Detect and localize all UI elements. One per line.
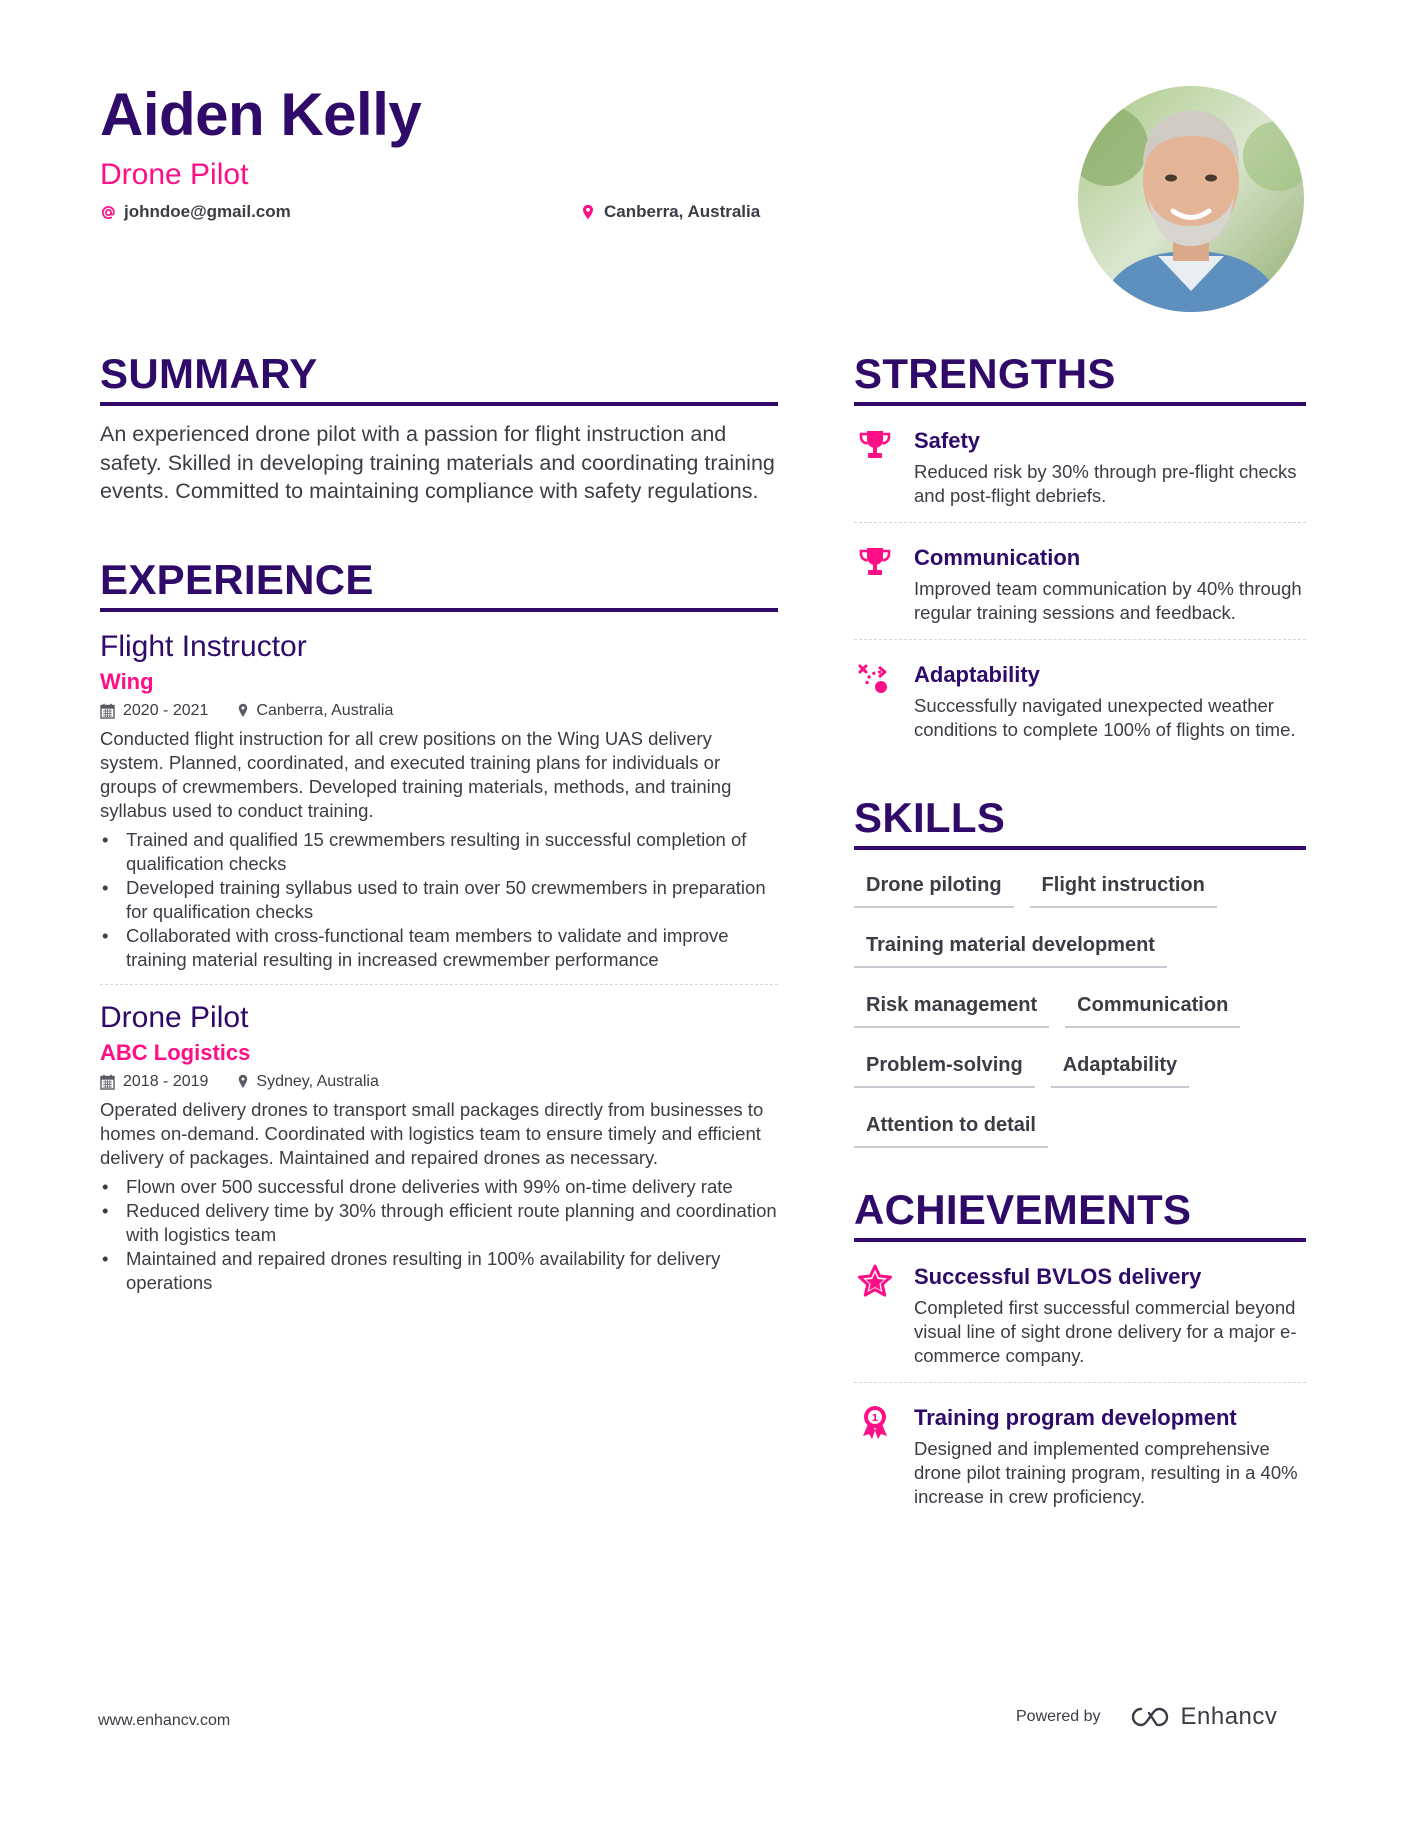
summary-text: An experienced drone pilot with a passion for flight instruction and safety. Skilled in developing training materials and coordinating training events. Committed to maintaining compliance with safety regulations. bbox=[100, 422, 775, 504]
achievement-item bbox=[854, 1242, 1306, 1382]
summary-section bbox=[100, 352, 778, 506]
skill-tag: Risk management bbox=[854, 986, 1049, 1028]
achievement-item bbox=[854, 1383, 1306, 1523]
job-meta bbox=[100, 700, 778, 722]
job-location bbox=[238, 1071, 378, 1093]
job-entry bbox=[100, 999, 778, 1295]
calendar-icon bbox=[100, 1074, 115, 1090]
svg-text:1: 1 bbox=[871, 1413, 879, 1425]
job-description: Operated delivery drones to transport small packages directly from businesses to homes on-demand. Coordinated with logistics team to ensure timely and efficient delivery of packages. Maintained and repaired drones as necessary. bbox=[100, 1098, 764, 1168]
skill-tag: Attention to detail bbox=[854, 1106, 1048, 1148]
skills-list bbox=[854, 866, 1306, 1148]
brand-name: Enhancv bbox=[1180, 1703, 1278, 1730]
skill-tag: Flight instruction bbox=[1030, 866, 1217, 908]
skills-section bbox=[854, 796, 1306, 1148]
achievements-title: ACHIEVEMENTS bbox=[854, 1188, 1306, 1242]
job-dates bbox=[100, 700, 208, 722]
strength-item bbox=[854, 523, 1306, 639]
job-company: ABC Logistics bbox=[100, 1039, 251, 1065]
brand-logo[interactable] bbox=[1127, 1703, 1278, 1731]
location-pin-icon bbox=[580, 203, 596, 221]
job-bullets bbox=[100, 828, 778, 972]
trophy-icon bbox=[856, 543, 894, 581]
skill-tag: Drone piloting bbox=[854, 866, 1014, 908]
job-title: Drone Pilot bbox=[100, 1000, 249, 1034]
strength-description: Reduced risk by 30% through pre-flight checks and post-flight debriefs. bbox=[914, 461, 1297, 507]
experience-title: EXPERIENCE bbox=[100, 558, 778, 612]
job-bullet: • Developed training syllabus used to train over 50 crewmembers in preparation for qualification checks bbox=[100, 876, 778, 924]
powered-by-text: Powered by bbox=[1016, 1708, 1101, 1725]
job-bullet: • Reduced delivery time by 30% through efficient route planning and coordination with logistics team bbox=[100, 1199, 778, 1247]
job-bullet: • Flown over 500 successful drone deliveries with 99% on-time delivery rate bbox=[100, 1175, 778, 1199]
skill-tag: Training material development bbox=[854, 926, 1167, 968]
calendar-icon bbox=[100, 703, 115, 719]
right-column bbox=[854, 352, 1306, 1523]
job-bullet: • Maintained and repaired drones resulting in 100% availability for delivery operations bbox=[100, 1247, 778, 1295]
location-text: Canberra, Australia bbox=[604, 202, 761, 221]
job-bullets bbox=[100, 1175, 778, 1295]
location-pin-icon bbox=[238, 1074, 248, 1089]
skills-title: SKILLS bbox=[854, 796, 1306, 850]
job-location-text: Sydney, Australia bbox=[256, 1072, 379, 1090]
achievement-title: Training program development bbox=[914, 1405, 1237, 1431]
strength-item bbox=[854, 640, 1306, 756]
job-location-text: Canberra, Australia bbox=[256, 701, 394, 719]
footer-branding bbox=[1016, 1703, 1277, 1731]
at-icon bbox=[100, 203, 116, 221]
candidate-role: Drone Pilot bbox=[100, 158, 249, 191]
job-meta bbox=[100, 1071, 778, 1093]
job-dates-text: 2018 - 2019 bbox=[123, 1072, 209, 1090]
footer-website[interactable]: www.enhancv.com bbox=[98, 1712, 231, 1729]
job-bullet: • Collaborated with cross-functional team members to validate and improve training material resulting in increased crewmember performance bbox=[100, 924, 778, 972]
skill-tag: Adaptability bbox=[1051, 1046, 1189, 1088]
strength-description: Improved team communication by 40% through regular training sessions and feedback. bbox=[914, 578, 1302, 624]
experience-section bbox=[100, 555, 778, 1295]
strengths-section bbox=[854, 352, 1306, 756]
job-location bbox=[238, 700, 393, 722]
contact-location bbox=[580, 202, 760, 222]
job-company: Wing bbox=[100, 668, 154, 694]
job-bullet: • Trained and qualified 15 crewmembers resulting in successful completion of qualification checks bbox=[100, 828, 778, 876]
strengths-title: STRENGTHS bbox=[854, 352, 1306, 406]
job-dates-text: 2020 - 2021 bbox=[123, 701, 209, 719]
job-title: Flight Instructor bbox=[100, 629, 307, 663]
strength-description: Successfully navigated unexpected weather conditions to complete 100% of flights on time. bbox=[914, 695, 1296, 741]
strength-title: Adaptability bbox=[914, 662, 1040, 688]
candidate-name: Aiden Kelly bbox=[100, 81, 422, 148]
profile-photo bbox=[1078, 86, 1304, 312]
achievement-description: Completed first successful commercial beyond visual line of sight drone delivery for a major e-commerce company. bbox=[914, 1297, 1297, 1367]
enhancv-logo-icon bbox=[1127, 1705, 1173, 1729]
job-description: Conducted flight instruction for all crew positions on the Wing UAS delivery system. Planned, coordinated, and executed training plans for individuals or groups of crewmembers. Developed training materials, methods, and training syllabus used to conduct training. bbox=[100, 727, 732, 821]
trophy-icon bbox=[856, 426, 894, 464]
skill-tag: Communication bbox=[1065, 986, 1240, 1028]
strength-item bbox=[854, 406, 1306, 522]
award-ribbon-icon bbox=[856, 1403, 894, 1441]
left-column bbox=[100, 352, 778, 1295]
summary-title: SUMMARY bbox=[100, 352, 778, 406]
star-icon bbox=[856, 1262, 894, 1300]
email-text: johndoe@gmail.com bbox=[124, 202, 291, 221]
achievements-section bbox=[854, 1188, 1306, 1523]
location-pin-icon bbox=[238, 703, 248, 718]
skill-tag: Problem-solving bbox=[854, 1046, 1035, 1088]
job-entry bbox=[100, 628, 778, 985]
job-divider bbox=[100, 984, 778, 985]
job-dates bbox=[100, 1071, 208, 1093]
contact-email[interactable] bbox=[100, 202, 291, 222]
achievement-description: Designed and implemented comprehensive drone pilot training program, resulting in a 40% increase in crew proficiency. bbox=[914, 1438, 1298, 1508]
strength-title: Communication bbox=[914, 545, 1081, 571]
route-icon bbox=[856, 660, 894, 698]
strength-title: Safety bbox=[914, 428, 981, 454]
achievement-title: Successful BVLOS delivery bbox=[914, 1264, 1202, 1290]
